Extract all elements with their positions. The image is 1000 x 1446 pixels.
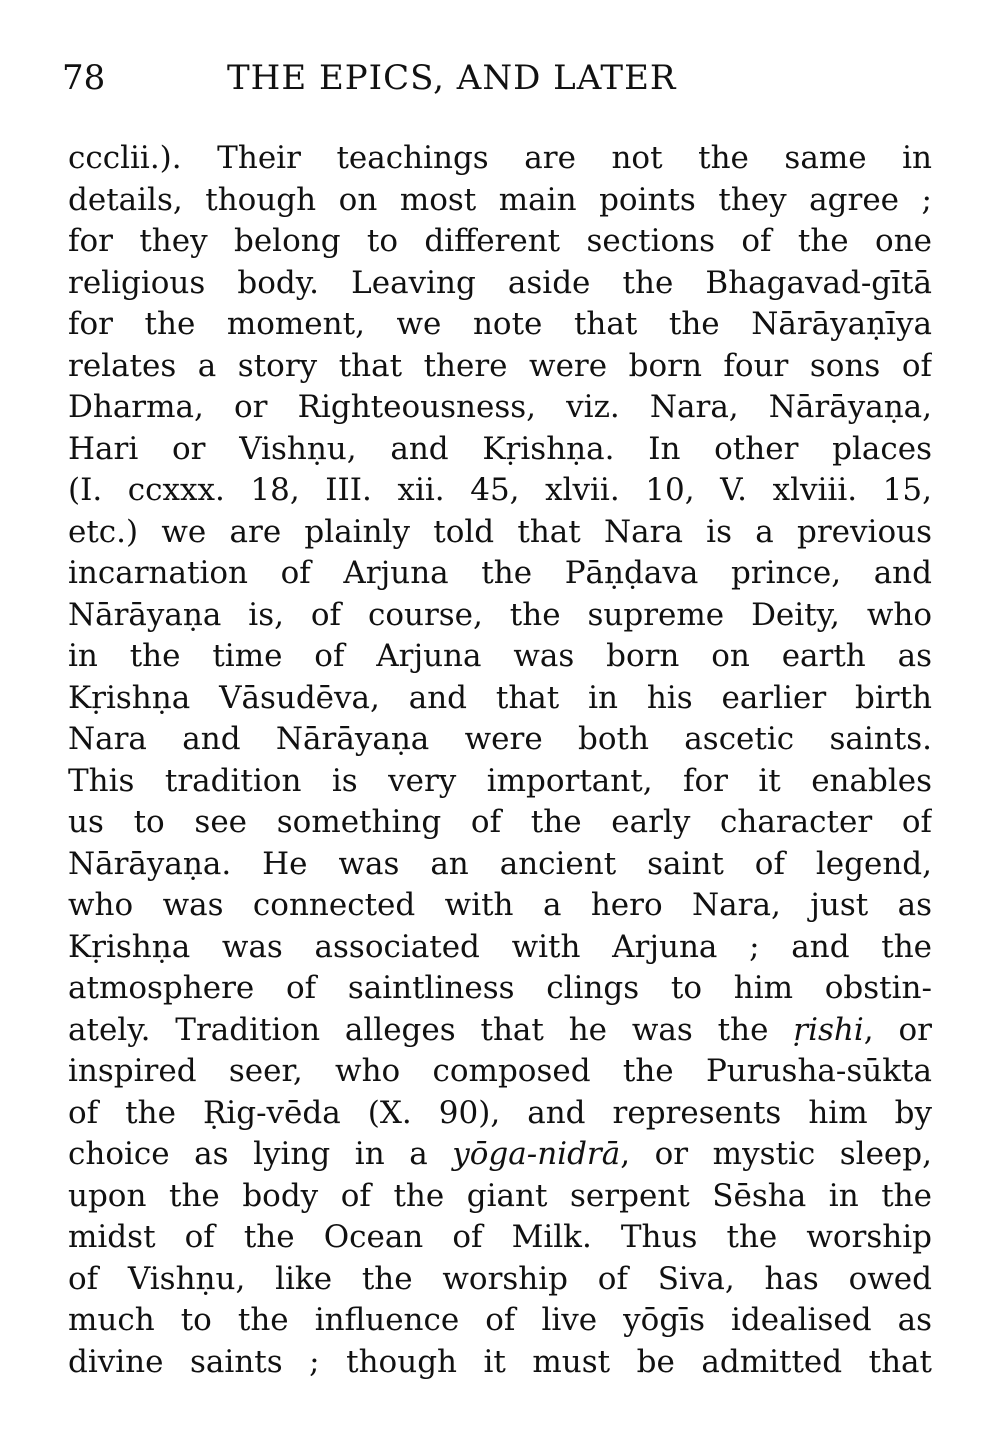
page-number: 78 (62, 58, 106, 98)
text-line: relates a story that there were born four sons of (68, 347, 932, 384)
body-paragraph (68, 138, 932, 1383)
text-line: Nārāyaṇa is, of course, the supreme Deity, who (68, 596, 932, 633)
text-line: us to see something of the early character of (68, 804, 932, 840)
text-line: Kṛishṇa Vāsudēva, and that in his earlier birth (68, 679, 932, 716)
text-line: of Vishṇu, like the worship of Siva, has owed (68, 1260, 932, 1297)
text-line: who was connected with a hero Nara, just as (68, 887, 932, 923)
text-line: religious body. Leaving aside the Bhagavad-gītā (68, 264, 932, 301)
text-line: ately. Tradition alleges that he was the ṛishi, or (68, 1011, 932, 1048)
text-line: for they belong to different sections of the one (68, 223, 932, 259)
text-line: (I. ccxxx. 18, III. xii. 45, xlvii. 10, V. xlviii. 15, (68, 472, 932, 508)
text-line: Kṛishṇa was associated with Arjuna ; and the (68, 928, 932, 965)
italic-term: ṛishi (793, 1011, 864, 1048)
italic-term: yōga-nidrā (452, 1136, 621, 1172)
text-line: choice as lying in a yōga-nidrā, or mystic sleep, (68, 1136, 932, 1172)
text-line: details, though on most main points they agree ; (68, 181, 932, 218)
text-line: upon the body of the giant serpent Sēsha in the (68, 1177, 932, 1214)
text-line: ccclii.). Their teachings are not the same in (68, 140, 932, 176)
text-line: midst of the Ocean of Milk. Thus the worship (68, 1219, 932, 1255)
text-line: for the moment, we note that the Nārāyaṇīya (68, 306, 932, 342)
running-title: THE EPICS, AND LATER (227, 58, 677, 98)
text-line: Nara and Nārāyaṇa were both ascetic saints. (68, 721, 932, 757)
text-line: This tradition is very important, for it enables (68, 762, 932, 799)
text-line: Dharma, or Righteousness, viz. Nara, Nārāyaṇa, (68, 389, 932, 425)
text-line: etc.) we are plainly told that Nara is a previous (68, 513, 932, 550)
text-line: in the time of Arjuna was born on earth as (68, 638, 932, 674)
text-line: of the Ṛig-vēda (X. 90), and represents him by (68, 1094, 932, 1131)
text-line: incarnation of Arjuna the Pāṇḍava prince, and (68, 555, 932, 591)
text-line: Nārāyaṇa. He was an ancient saint of legend, (68, 845, 932, 882)
text-line: much to the influence of live yōgīs idealised as (68, 1302, 932, 1338)
page-header (62, 50, 942, 106)
text-line: inspired seer, who composed the Purusha-sūkta (68, 1053, 932, 1089)
text-line: atmosphere of saintliness clings to him obstin- (68, 970, 932, 1006)
text-line: divine saints ; though it must be admitted that (68, 1343, 932, 1380)
text-line: Hari or Vishṇu, and Kṛishṇa. In other places (68, 430, 932, 467)
